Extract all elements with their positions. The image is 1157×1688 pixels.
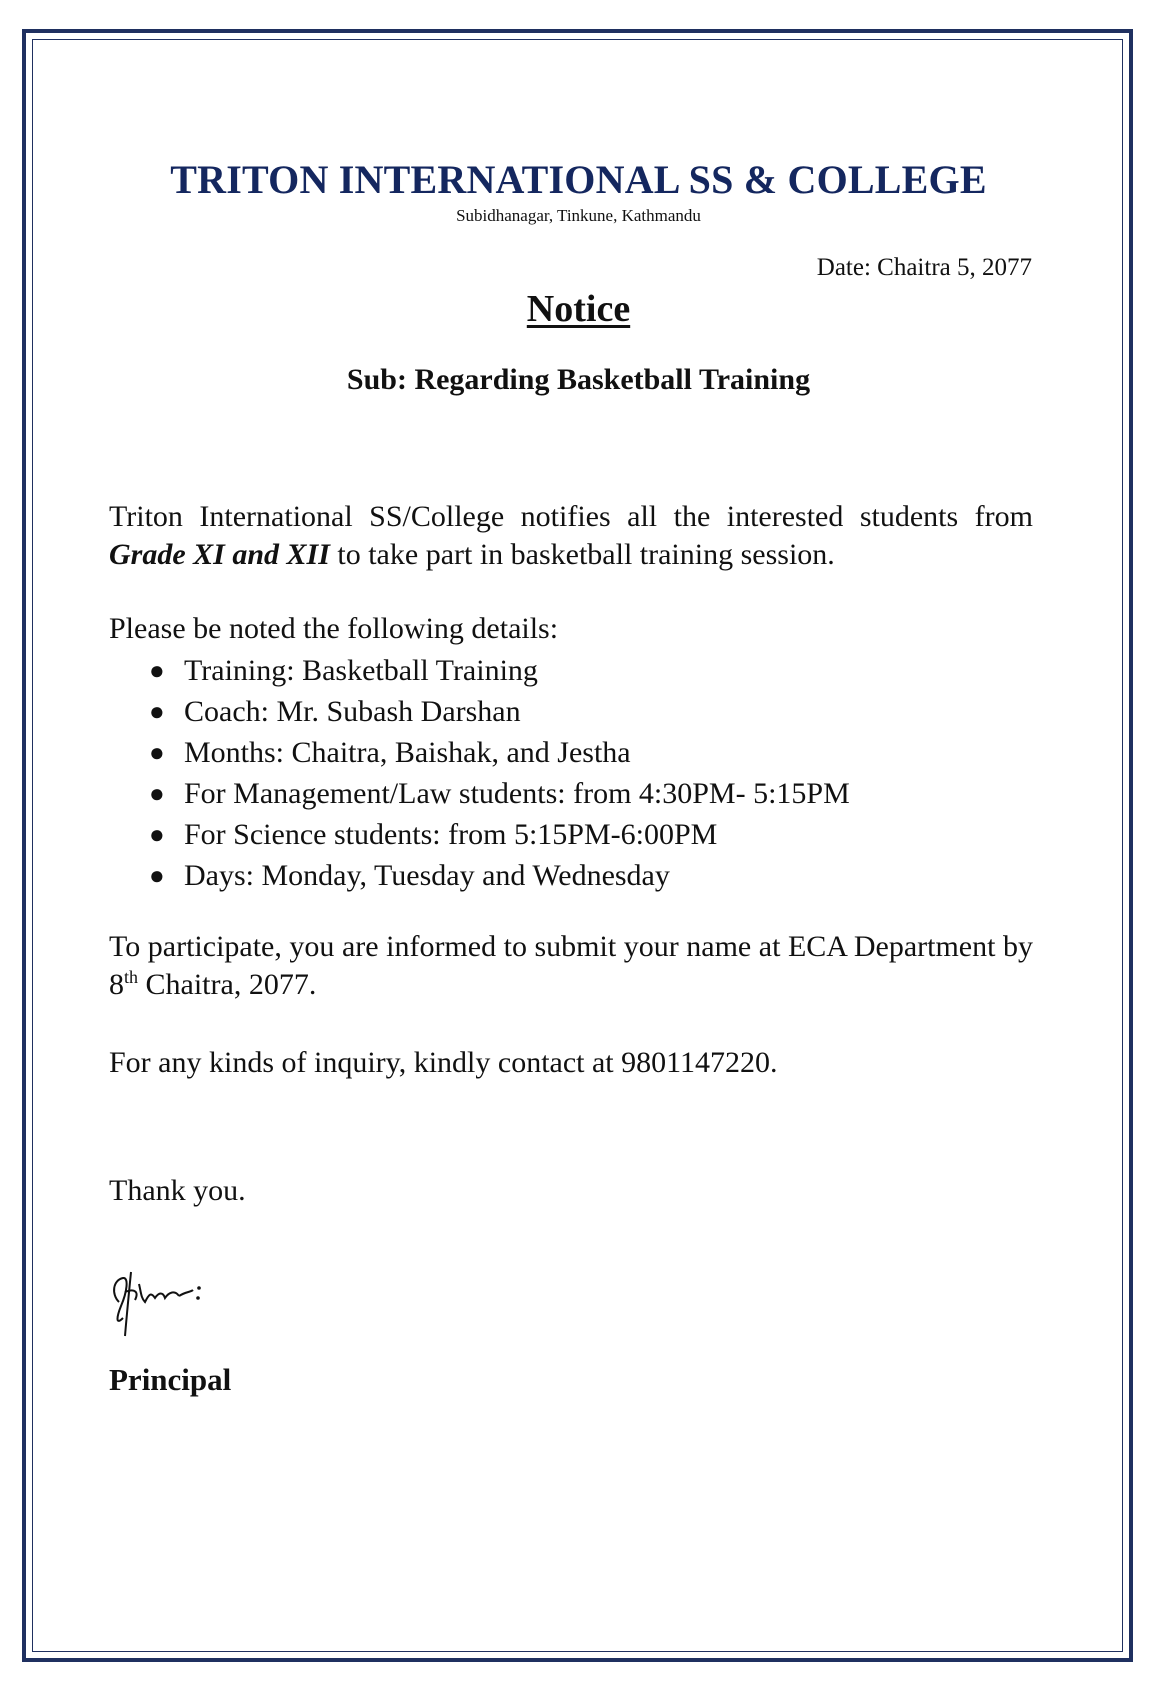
ordinal-suffix: th [124,967,139,987]
list-item: ● For Management/Law students: from 4:30PM- 5:15PM [109,773,1033,814]
bullet-icon: ● [149,861,165,890]
signer-title: Principal [109,1362,232,1397]
bullet-icon: ● [149,656,165,685]
notice-title: Notice [526,288,631,330]
list-item: ● For Science students: from 5:15PM-6:00PM [109,814,1033,855]
notice-subject: Sub: Regarding Basketball Training [346,363,811,396]
college-address: Subidhanagar, Tinkune, Kathmandu [456,206,701,225]
participate-text-1: To participate, you are informed to submit your name at ECA Department by 8 [109,930,1033,1001]
participate-paragraph [109,928,1033,1004]
inquiry-paragraph: For any kinds of inquiry, kindly contact at 9801147220. [109,1046,778,1079]
participate-text-2: Chaitra, 2077. [138,968,317,1001]
bullet-icon: ● [149,697,165,726]
list-item: ● Months: Chaitra, Baishak, and Jestha [109,732,1033,773]
intro-text-1: Triton International SS/College notifies all the interested students from [109,500,1033,533]
notice-date: Date: Chaitra 5, 2077 [816,254,1032,281]
intro-text-2: to take part in basketball training session. [329,538,835,571]
list-item: ● Coach: Mr. Subash Darshan [109,691,1033,732]
details-heading: Please be noted the following details: [109,612,559,645]
details-list [109,650,1033,896]
bullet-icon: ● [149,738,165,767]
grade-highlight: Grade XI and XII [109,538,330,571]
intro-paragraph [109,498,1033,574]
list-item: ● Days: Monday, Tuesday and Wednesday [109,855,1033,896]
signature-image [105,1262,215,1347]
college-name: TRITON INTERNATIONAL SS & COLLEGE [170,157,987,202]
bullet-icon: ● [149,820,165,849]
bullet-icon: ● [149,779,165,808]
list-item: ● Training: Basketball Training [109,650,1033,691]
closing-text: Thank you. [109,1174,246,1207]
